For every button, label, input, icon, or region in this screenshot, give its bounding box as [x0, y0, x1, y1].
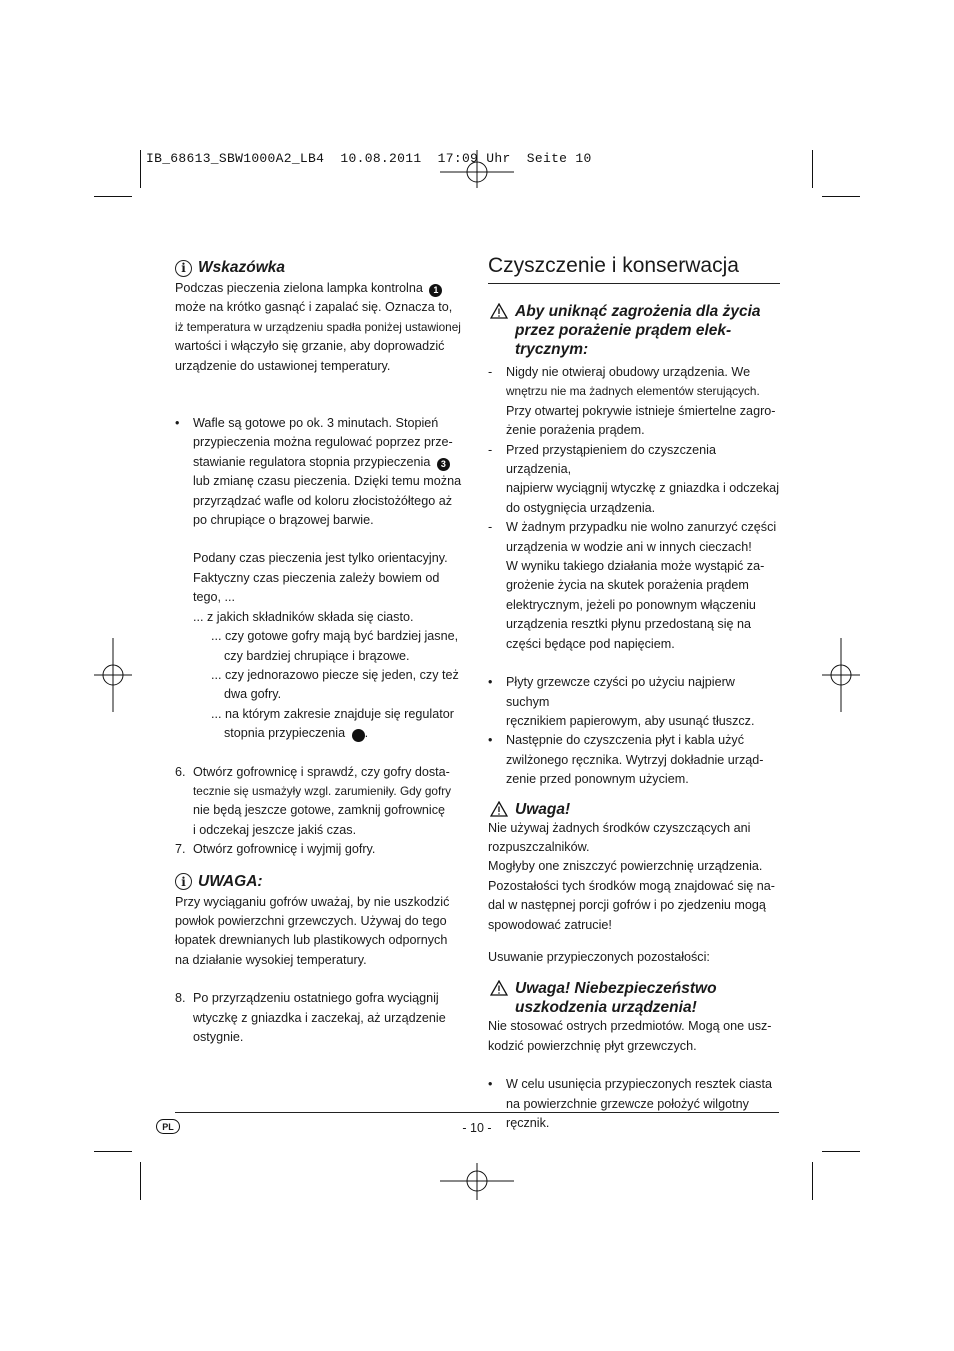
step-7: 7. Otwórz gofrownicę i wyjmij gofry. [175, 842, 376, 857]
info-icon: i [175, 873, 192, 890]
ref-3-icon: 3 [437, 458, 450, 471]
warning-line: rozpuszczalników. [488, 839, 590, 854]
warning-line: Nie używaj żadnych środków czyszczących ani [488, 820, 751, 835]
bullet-waffles: • Wafle są gotowe po ok. 3 minutach. Stopień przypieczenia można regulować poprzez prze- stawianie regulatora stopnia przypieczenia 3 lub zmianę czasu pieczenia. Dzięki temu można przyrządzać wafle od koloru złocistożółtego aż po chrupiące o brązowej barwie. Podany czas pieczenia jest tylko orientacyjny. Faktyczny czas pieczenia zależy bowiem od tego, ... ... z jakich składników składa się ciasto. ... czy gotowe gofry mają być bardziej jasne, czy bardziej chrupiące i brązowe. ... czy jednorazowo piecze się jeden, czy też dwa gofry. ... na którym zakresie znajduje się regulator stopnia przypieczenia 3 . [175, 414, 465, 744]
warning-heading-electric: Aby uniknąć zagrożenia dla życia przez porażenie prądem elek- trycznym: [488, 302, 780, 359]
dep-item: ... na którym zakresie znajduje się regulator stopnia przypieczenia 3 . [193, 705, 465, 744]
warning-line: Mogłyby one zniszczyć powierzchnię urządzenia. [488, 859, 763, 874]
warning-triangle-icon [490, 980, 508, 996]
warning-heading-damage: Uwaga! Niebezpieczeństwo uszkodzenia urządzenia! [488, 979, 780, 1017]
dash-item: - Przed przystąpieniem do czyszczenia urządzenia, najpierw wyciągnij wtyczkę z gniazdka i odczekaj do ostygnięcia urządzenia. [488, 442, 779, 515]
page-number: - 10 - [462, 1121, 492, 1135]
note-line: Podczas pieczenia zielona lampka kontrolna 1 [175, 279, 465, 298]
uwaga-heading [175, 872, 465, 892]
warning-triangle-icon [490, 801, 508, 817]
note-line: może na krótko gasnąć i zapalać się. Oznacza to, [175, 300, 453, 315]
uwaga-title: UWAGA: [198, 872, 263, 890]
bullet-item: • Następnie do czyszczenia płyt i kabla użyć zwilżonego ręcznika. Wytrzyj dokładnie urząd- zenie przed ponownym użyciem. [488, 733, 764, 787]
dash-item: - Nigdy nie otwieraj obudowy urządzenia. We wnętrzu nie ma żadnych elementów sterujących. Przy otwartej pokrywie istnieje śmiertelne zagro- żenie porażenia prądem. [488, 365, 776, 438]
right-column [488, 252, 780, 1133]
uwaga-line: na działanie wysokiej temperatury. [175, 952, 367, 967]
footer-divider [175, 1112, 779, 1113]
note-title: Wskazówka [198, 259, 286, 276]
note-line: urządzenie do ustawionej temperatury. [175, 358, 391, 373]
subheading-burnt: Usuwanie przypieczonych pozostałości: [488, 949, 710, 964]
ref-1-icon: 1 [429, 284, 442, 297]
warning-line: Pozostałości tych środków mogą znajdować się na- [488, 878, 775, 893]
dep-item: ... czy jednorazowo piecze się jeden, czy też dwa gofry. [211, 667, 459, 702]
language-badge: PL [156, 1119, 180, 1134]
note-heading [175, 258, 465, 278]
note-line: iż temperatura w urządzeniu spadła poniżej ustawionej [175, 319, 461, 334]
warning-line: Nie stosować ostrych przedmiotów. Mogą one usz- [488, 1019, 772, 1034]
info-icon: i [175, 260, 192, 277]
left-column [175, 258, 465, 1047]
bullet-item: • Płyty grzewcze czyści po użyciu najpierw suchym ręcznikiem papierowym, aby usunąć tłuszcz. [488, 675, 755, 728]
uwaga-line: Przy wyciąganiu gofrów uważaj, by nie uszkodzić [175, 894, 450, 909]
warning-triangle-icon [490, 303, 508, 319]
warning-heading-uwaga: Uwaga! [488, 800, 780, 819]
warning-line: spowodować zatrucie! [488, 917, 612, 932]
section-title: Czyszczenie i konserwacja [488, 252, 780, 284]
bullet-item: • W celu usunięcia przypieczonych resztek ciasta na powierzchnie grzewcze położyć wilgotny ręcznik. [488, 1077, 772, 1130]
print-header: IB_68613_SBW1000A2_LB4 10.08.2011 17:09 Uhr Seite 10 [146, 151, 592, 166]
dep-item: ... z jakich składników składa się ciasto. [193, 609, 414, 624]
warning-line: kodzić powierzchnię płyt grzewczych. [488, 1038, 697, 1053]
ref-3-icon: 3 [352, 729, 365, 742]
step-6: 6. Otwórz gofrownicę i sprawdź, czy gofry dosta- tecznie się usmażyły wzgl. zarumieniły. Gdy gofry nie będą jeszcze gotowe, zamknij gofrownicę i odczekaj jeszcze jakiś czas. [175, 764, 452, 837]
uwaga-line: powłok powierzchni grzewczych. Używaj do tego [175, 913, 447, 928]
dash-item: - W żadnym przypadku nie wolno zanurzyć części urządzenia w wodzie ani w innych cieczach! W wyniku takiego działania może wystąpić za- grożenie życia na skutek porażenia prądem elektrycznym, jeżeli po ponownym włączeniu urządzenia resztki płynu przedostaną się na części będące pod napięciem. [488, 520, 777, 651]
step-8: 8. Po przyrządzeniu ostatniego gofra wyciągnij wtyczkę z gniazdka i zaczekaj, aż urządzenie ostygnie. [175, 991, 446, 1044]
warning-line: dal w następnej porcji gofrów i po zjedzeniu mogą [488, 898, 766, 913]
dep-item: ... czy gotowe gofry mają być bardziej jasne, czy bardziej chrupiące i brązowe. [211, 629, 459, 663]
uwaga-line: łopatek drewnianych lub plastikowych odpornych [175, 933, 448, 948]
note-line: wartości i włączyło się grzanie, aby doprowadzić [175, 339, 445, 354]
